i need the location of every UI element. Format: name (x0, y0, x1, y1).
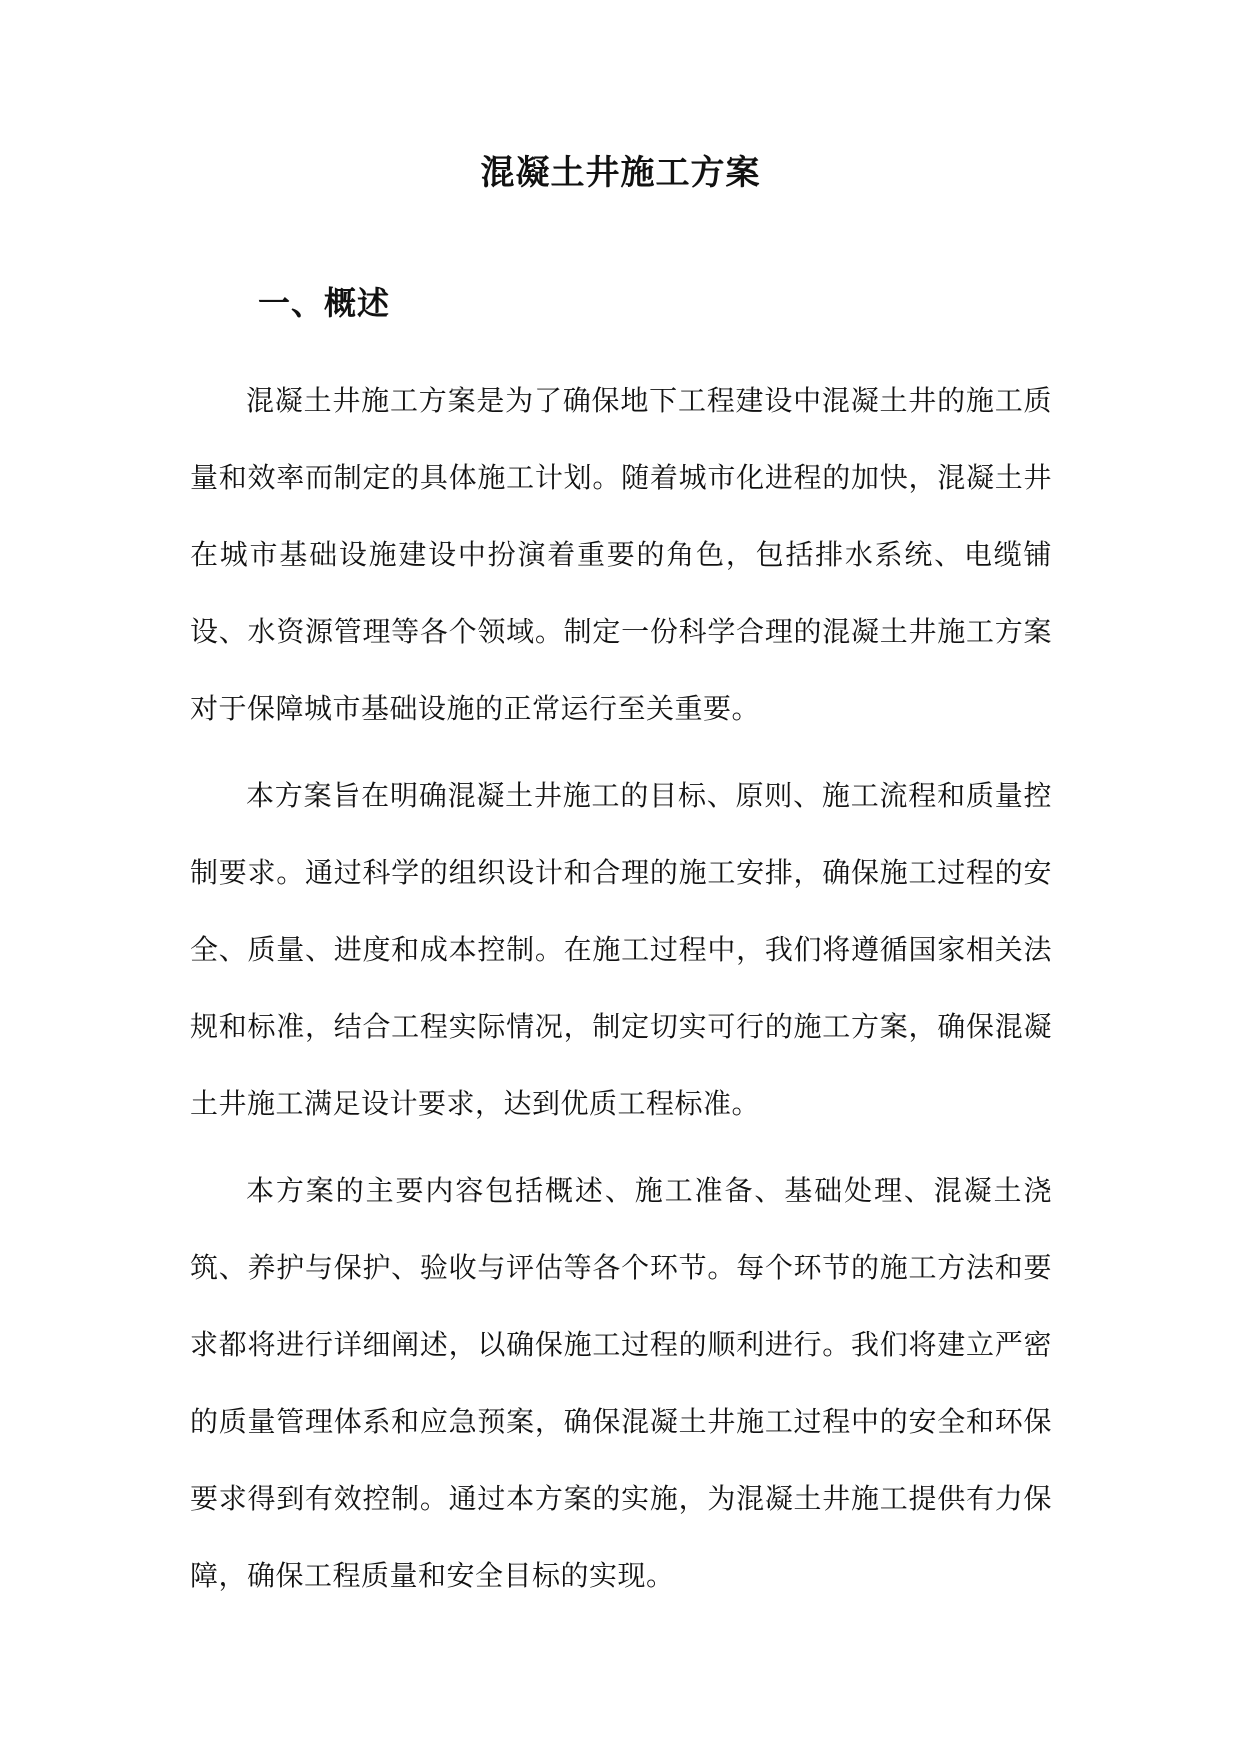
section-heading: 一、概述 (258, 284, 391, 322)
document-title: 混凝土井施工方案 (480, 153, 761, 193)
body-paragraph: 本方案旨在明确混凝土井施工的目标、原则、施工流程和质量控制要求。通过科学的组织设计和合理的施工安排，确保施工过程的安全、质量、进度和成本控制。在施工过程中，我们将遵循国家相关法规和标准，结合工程实际情况，制定切实可行的施工方案，确保混凝土井施工满足设计要求，达到优质工程标准。 (190, 779, 1052, 1120)
body-paragraph: 本方案的主要内容包括概述、施工准备、基础处理、混凝土浇筑、养护与保护、验收与评估等各个环节。每个环节的施工方法和要求都将进行详细阐述，以确保施工过程的顺利进行。我们将建立严密的质量管理体系和应急预案，确保混凝土井施工过程中的安全和环保要求得到有效控制。通过本方案的实施，为混凝土井施工提供有力保障，确保工程质量和安全目标的实现。 (190, 1174, 1052, 1592)
document-body (190, 362, 1052, 1624)
body-paragraph: 混凝土井施工方案是为了确保地下工程建设中混凝土井的施工质量和效率而制定的具体施工计划。随着城市化进程的加快，混凝土井在城市基础设施建设中扮演着重要的角色，包括排水系统、电缆铺设、水资源管理等各个领域。制定一份科学合理的混凝土井施工方案对于保障城市基础设施的正常运行至关重要。 (190, 384, 1052, 725)
